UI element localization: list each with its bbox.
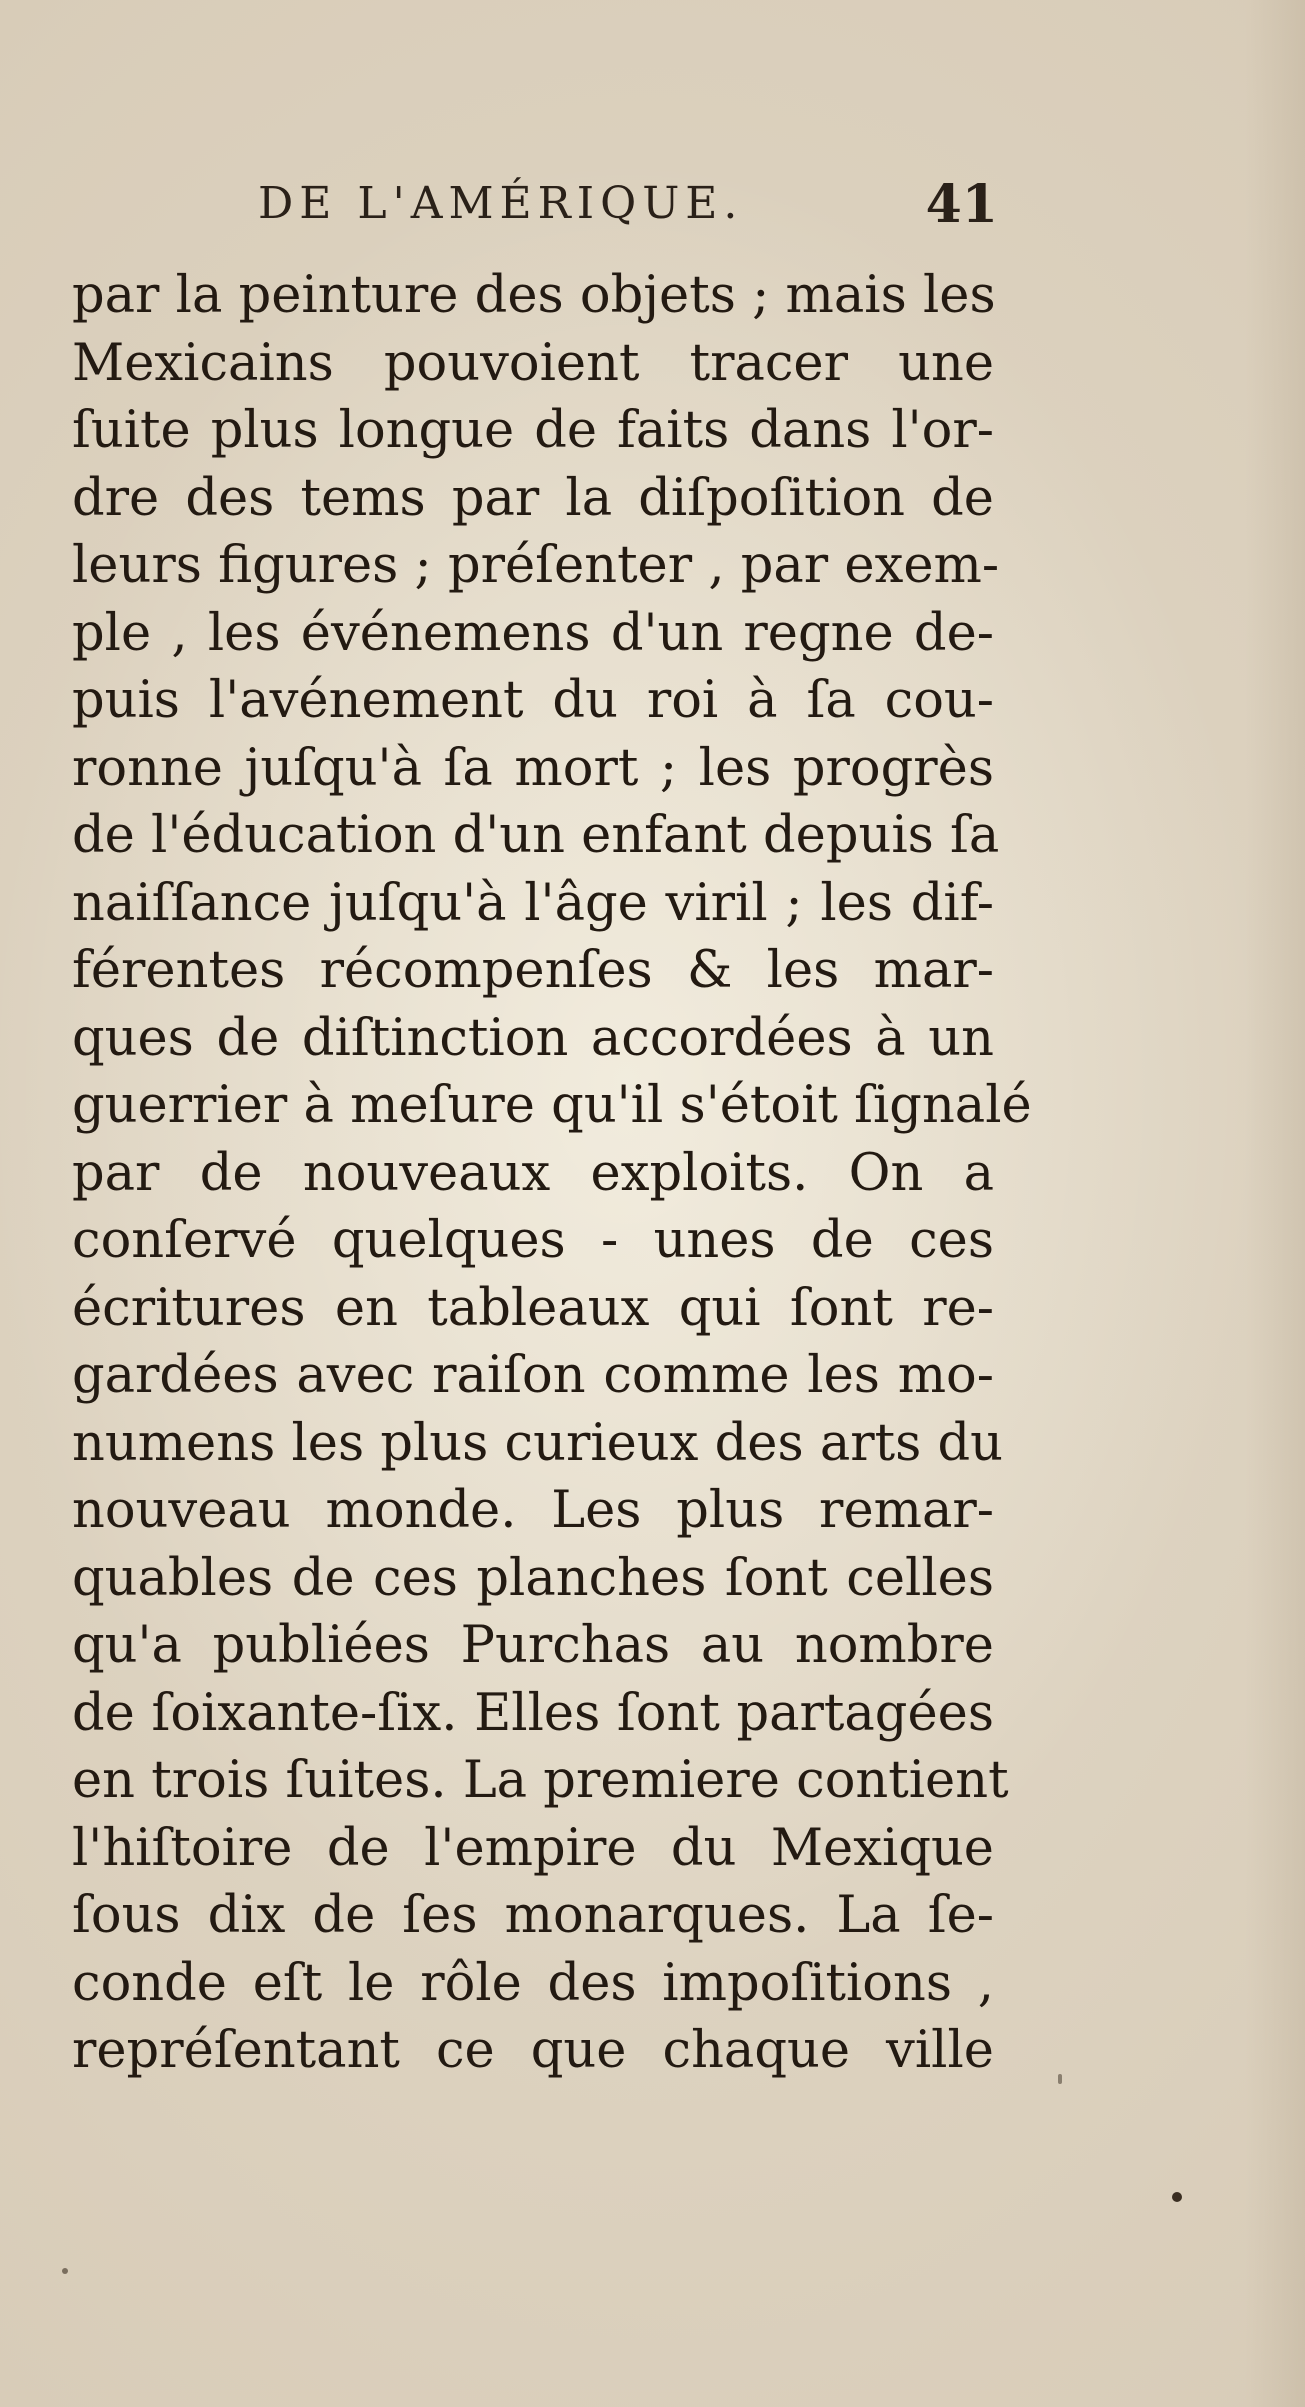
paper-speck	[1172, 2192, 1182, 2202]
text-line: ſous dix de ſes monarques. La ſe-	[72, 1886, 994, 1945]
text-line: quables de ces planches ſont celles	[72, 1548, 994, 1608]
text-line: férentes récompenſes & les mar-	[72, 941, 994, 1000]
text-line: par la peinture des objets ; mais les	[72, 266, 996, 325]
text-line: puis l'avénement du roi à ſa cou-	[72, 671, 994, 730]
text-line: ronne juſqu'à ſa mort ; les progrès	[72, 738, 994, 798]
text-line: guerrier à meſure qu'il s'étoit ſignalé	[72, 1076, 1032, 1135]
text-line: nouveau monde. Les plus remar-	[72, 1481, 994, 1540]
text-line: de ſoixante-ſix. Elles ſont partagées	[72, 1683, 994, 1743]
text-line: qu'a publiées Purchas au nombre	[72, 1616, 994, 1675]
text-line: de l'éducation d'un enfant depuis ſa	[72, 806, 1000, 865]
text-line: ple , les événemens d'un regne de-	[72, 603, 994, 663]
page-number: 41	[925, 174, 998, 235]
text-line: écritures en tableaux qui ſont re-	[72, 1278, 994, 1338]
page-edge-shadow	[1245, 0, 1305, 2407]
running-head: DE L'AMÉRIQUE.	[258, 178, 744, 229]
text-line: dre des tems par la diſpoſition de	[72, 468, 994, 528]
text-line: naiſſance juſqu'à l'âge viril ; les dif-	[72, 873, 994, 933]
text-line: leurs figures ; préſenter , par exem-	[72, 536, 1000, 595]
text-line: conſervé quelques - unes de ces	[72, 1211, 994, 1270]
text-line: conde eſt le rôle des impoſitions ,	[72, 1953, 994, 2013]
paper-speck	[62, 2268, 68, 2274]
text-line: ques de diſtinction accordées à un	[72, 1008, 994, 1068]
text-line: par de nouveaux exploits. On a	[72, 1143, 994, 1203]
text-line: Mexicains pouvoient tracer une	[72, 333, 994, 393]
text-line: gardées avec raiſon comme les mo-	[72, 1346, 994, 1405]
text-line: numens les plus curieux des arts du	[72, 1413, 1003, 1473]
text-line: en trois ſuites. La premiere contient	[72, 1751, 1009, 1810]
body-text	[72, 262, 1032, 2085]
text-line: ſuite plus longue de faits dans l'or-	[72, 401, 994, 460]
text-line: repréſentant ce que chaque ville	[72, 2021, 994, 2080]
page-header	[258, 174, 998, 248]
text-line: l'hiſtoire de l'empire du Mexique	[72, 1818, 994, 1878]
paper-speck	[1058, 2074, 1062, 2084]
